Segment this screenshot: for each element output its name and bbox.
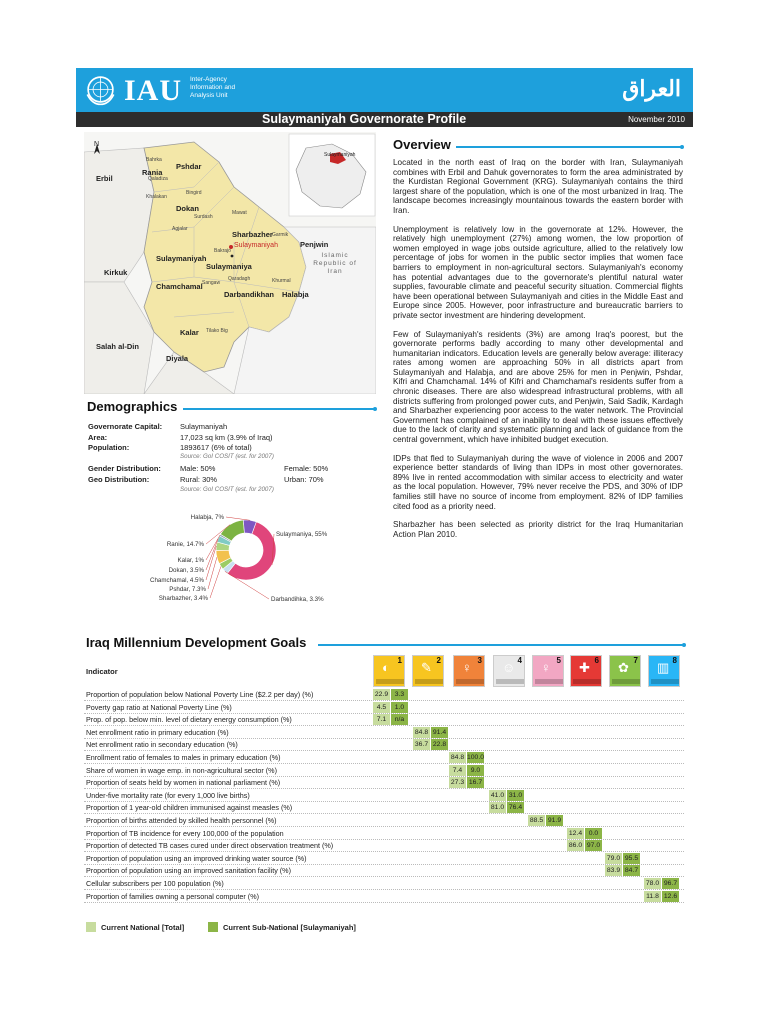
- goal-caption-bar: [612, 679, 640, 684]
- geo-urban: Urban: 70%: [284, 475, 324, 484]
- un-emblem-icon: [84, 73, 117, 106]
- map-label-sharbazher: Sharbazher: [232, 230, 273, 239]
- arabic-title: العراق: [622, 76, 681, 101]
- goal-number: 8: [672, 656, 677, 665]
- national-value: 7.4: [449, 765, 466, 776]
- mdg-indicator-row: [84, 789, 684, 802]
- mdg-heading: Iraq Millennium Development Goals: [86, 635, 307, 650]
- donut-label: Halabja, 7%: [190, 514, 224, 521]
- demographics-source-1: Source: GoI COSIT (est. for 2007): [180, 453, 274, 460]
- capital-label: Governorate Capital:: [88, 422, 163, 431]
- overview-paragraph-3: Few of Sulaymaniyah's residents (3%) are among Iraq's poorest, but the governorate performs badly according to many other developmental and humanitarian indicators. Education levels are generally below average: illiteracy rates among women are approaching 50% in all districts apart from Sulaymaniyah and Halabja, and are above 25% for men in Penjwin, Pshdar, Kifri and Chamchamal. 14% of Kifri and Chamchamal's residents suffer from a chronic diseases. There are also widespread infrastructural problems, with all districts suffering from prolonged power cuts, and Penjwin, Said Sadik, Kardagh and Sharbazher experiencing poor access to the water network. The Provincial Government has complained of an inability to deal with these issues effectively due to the lack of clarity and systematic planning and lack of guidance from the central government, which have inhibited budget execution.: [393, 329, 683, 445]
- subnational-value: 100.0: [467, 754, 485, 761]
- map-label-qaladiza: Qaladiza: [148, 176, 168, 182]
- map-label-kirkuk: Kirkuk: [104, 268, 128, 277]
- mdg-indicator-row: [84, 890, 684, 903]
- iau-logo: IAU: [124, 74, 183, 107]
- subnational-value: 91.4: [432, 728, 447, 736]
- subnational-value: 95.5: [624, 854, 639, 862]
- geo-label: Geo Distribution:: [88, 475, 150, 484]
- subnational-value: 16.7: [468, 779, 483, 787]
- map-label-khurmal: Khurmal: [272, 278, 291, 284]
- map-label-agjalar: Agjalar: [172, 226, 188, 232]
- subnational-value: 96.7: [663, 880, 678, 887]
- north-arrow-label: N: [94, 141, 100, 148]
- donut-svg: [136, 506, 376, 606]
- indicator-label: Proportion of 1 year-old children immunised against measles (%): [86, 803, 293, 813]
- indicator-label: Poverty gap ratio at National Poverty Line (%): [86, 702, 232, 712]
- goal-number: 4: [517, 656, 522, 665]
- map-label-garmik: Garmik: [272, 232, 289, 238]
- donut-label: Ranie, 14.7%: [166, 541, 204, 548]
- mdg-heading-rule: [318, 644, 684, 646]
- subnational-value: 0.0: [585, 828, 602, 839]
- demographics-heading-rule: [183, 408, 375, 410]
- map-label-bakrajo: Bakrajo: [214, 248, 231, 254]
- area-value: 17,023 sq km (3.9% of Iraq): [180, 433, 273, 442]
- donut-label: Sulaymaniya, 55%: [276, 531, 328, 538]
- national-value: 81.0: [490, 804, 505, 812]
- subnational-value: 3.3: [391, 689, 408, 700]
- indicator-label: Proportion of detected TB cases cured under direct observation treatment (%): [86, 841, 334, 851]
- overview-paragraph-1: Located in the north east of Iraq on the border with Iran, Sulaymaniyah combines with Erbil and Dahuk governorates to form the area administrated by the Kurdistan Regional Government (KRG). Sulaymaniyah contains the third largest share of the population, which is one of the most urbanized in Iraq. The landscape becomes increasingly mountainous towards the eastern border with Iran.: [393, 158, 683, 215]
- subnational-value: 91.9: [547, 817, 562, 824]
- goal-caption-bar: [496, 679, 524, 684]
- goal-number: 7: [633, 656, 638, 665]
- indicator-label: Cellular subscribers per 100 population (%): [86, 879, 224, 888]
- goal-caption-bar: [376, 679, 404, 684]
- map-label-rania: Rania: [142, 168, 163, 177]
- area-label: Area:: [88, 433, 108, 442]
- map-label-kalar: Kalar: [180, 328, 199, 337]
- mdg-indicator-row: [84, 877, 684, 890]
- donut-label: Pshdar, 7.3%: [169, 586, 206, 593]
- indicator-label: Share of women in wage emp. in non-agricultural sector (%): [86, 765, 277, 775]
- mdg-goal-3-icon: [453, 655, 485, 687]
- mdg-goal-8-icon: [648, 655, 680, 687]
- national-value: 88.5: [529, 817, 544, 824]
- mdg-indicator-row: [84, 764, 684, 777]
- mdg-indicator-row: [84, 814, 684, 827]
- goal-symbol-icon: ✿: [618, 660, 629, 675]
- national-value: 22.9: [374, 691, 389, 698]
- overview-paragraph-2: Unemployment is relatively low in the governorate at 12%. However, the relatively high unemployment (27%) among women, the low proportion of women employed in wage jobs outside agriculture, allied to the relatively low percentage of jobs for women in the public sector implies that women face barriers to employment in non-agricultural sectors. Sulaymaniyah's economy has potential advantages due to the governorate's plentiful natural water supplies, favourable climate and peaceful security situation. Commercial flights have been operational between Sulaymaniyah and cities in the Middle East and Europe since 2005. However, poor infrastructure and bureaucratic barriers to private sector investment are hindering development.: [393, 224, 683, 320]
- legend-subnational: Current Sub-National [Sulaymaniyah]: [223, 923, 356, 932]
- map-label-salah-al-din: Salah al-Din: [96, 342, 139, 351]
- mdg-goal-2-icon: [412, 655, 444, 687]
- subnational-value: n/a: [391, 714, 408, 725]
- goal-symbol-icon: ▥: [657, 660, 670, 675]
- map-label-mawat: Mawat: [232, 210, 247, 216]
- subnational-value: 12.6: [663, 892, 678, 900]
- donut-label: Kalar, 1%: [177, 557, 204, 564]
- goal-number: 6: [594, 656, 599, 665]
- indicator-label: Proportion of births attended by skilled health personnel (%): [86, 816, 277, 825]
- map-label-bahrka: Bahrka: [146, 157, 162, 163]
- map-label-sangaw: Sangaw: [202, 280, 221, 286]
- indicator-label: Proportion of population using an improved sanitation facility (%): [86, 866, 291, 876]
- mdg-indicator-row: [84, 852, 684, 865]
- national-value: 84.8: [450, 754, 465, 761]
- map-label-halabja: Halabja: [282, 290, 309, 299]
- mdg-indicator-row: [84, 726, 684, 739]
- donut-label: Darbandihka, 3.3%: [271, 596, 324, 603]
- mdg-goal-4-icon: [493, 655, 525, 687]
- goal-symbol-icon: ☺: [502, 660, 516, 675]
- map-label-penjwin: Penjwin: [300, 240, 329, 249]
- goal-caption-bar: [651, 679, 679, 684]
- national-value: 79.0: [606, 854, 621, 862]
- national-value: 41.0: [490, 791, 505, 799]
- title-bar: [76, 112, 693, 127]
- header-bar: [76, 68, 693, 112]
- publication-date: November 2010: [628, 115, 685, 124]
- mdg-indicator-row: [84, 751, 684, 764]
- indicator-label: Enrollment ratio of females to males in primary education (%): [86, 753, 281, 762]
- goal-number: 3: [477, 656, 482, 665]
- donut-leader-line: [210, 566, 221, 598]
- overview-text: [393, 158, 683, 548]
- overview-paragraph-5: Sharbazher has been selected as priority district for the Iraq Humanitarian Action Plan 2010.: [393, 520, 683, 539]
- subnational-value: 84.7: [624, 867, 639, 875]
- mdg-indicator-row: [84, 776, 684, 789]
- mdg-goal-6-icon: [570, 655, 602, 687]
- subnational-value: 97.0: [586, 842, 601, 850]
- map-label-pshdar: Pshdar: [176, 162, 202, 171]
- goal-number: 1: [397, 656, 402, 665]
- legend-national: Current National [Total]: [101, 923, 185, 932]
- gender-label: Gender Distribution:: [88, 464, 161, 473]
- map-label-sulaymaniyah-city: Sulaymaniyah: [234, 242, 278, 249]
- indicator-label: Proportion of TB incidence for every 100,000 of the population: [86, 828, 284, 838]
- inset-map-label: Sulaymaniyah: [324, 152, 356, 158]
- demographics-source-2: Source: GoI COSIT (est. for 2007): [180, 486, 274, 493]
- subnational-value: 9.0: [467, 765, 484, 776]
- map-label-khalakan: Khalakan: [146, 194, 167, 200]
- donut-label: Chamchamal, 4.5%: [150, 577, 204, 584]
- geo-rural: Rural: 30%: [180, 475, 218, 484]
- subnational-value: 31.0: [508, 791, 523, 799]
- mdg-indicator-row: [84, 864, 684, 877]
- goal-symbol-icon: ✚: [579, 660, 590, 675]
- map-label-chamchamal: Chamchamal: [156, 282, 203, 291]
- goal-caption-bar: [535, 679, 563, 684]
- map-label-tilako-big: Tilako Big: [206, 328, 228, 334]
- indicator-label: Proportion of families owning a personal computer (%): [86, 891, 259, 901]
- gender-male: Male: 50%: [180, 464, 216, 473]
- goal-symbol-icon: ✎: [421, 660, 432, 675]
- map-label-sulaymaniyah-gov: Sulaymaniyah: [156, 254, 207, 263]
- map-label-iran: Islamic Republic of Iran: [313, 252, 357, 275]
- population-label: Population:: [88, 443, 130, 452]
- map-label-diyala: Diyala: [166, 354, 189, 363]
- demographics-heading: Demographics: [87, 399, 178, 414]
- national-value: 84.8: [414, 728, 429, 736]
- donut-label: Dokan, 3.5%: [168, 567, 204, 574]
- capital-value: Sulaymaniyah: [180, 422, 228, 431]
- mdg-goal-1-icon: [373, 655, 405, 687]
- overview-paragraph-4: IDPs that fled to Sulaymaniyah during the wave of violence in 2006 and 2007 experience better standards of living than IDPs in most other governorates. 89% live in rented accommodation with similar access to electricity and water as the local population. However, 79% never receive the PDS, and 30% of IDP families still have no source of income from employment. 82% of IDP families cited food as a priority need.: [393, 453, 683, 511]
- indicator-label: Prop. of pop. below min. level of dietary energy consumption (%): [86, 715, 292, 725]
- national-value: 78.0: [645, 880, 660, 887]
- map-label-dokan: Dokan: [176, 204, 199, 213]
- national-value: 11.8: [644, 891, 661, 902]
- national-value: 36.7: [414, 741, 429, 749]
- mdg-indicator-row: [84, 688, 684, 701]
- goal-symbol-icon: ♀: [541, 660, 551, 675]
- population-donut-chart: [136, 506, 376, 606]
- legend-swatch-national: [86, 922, 96, 932]
- overview-heading-rule: [456, 146, 682, 148]
- goal-symbol-icon: ♀: [462, 660, 472, 675]
- indicator-label: Proportion of population using an improved drinking water source (%): [86, 853, 307, 863]
- mdg-indicator-row: [84, 801, 684, 814]
- governorate-map: [84, 132, 376, 394]
- map-label-bingird: Bingird: [186, 190, 202, 196]
- donut-label: Sharbazher, 3.4%: [158, 595, 208, 602]
- national-value: 86.0: [568, 842, 583, 850]
- mdg-indicator-row: [84, 827, 684, 840]
- national-value: 12.4: [568, 829, 583, 837]
- indicator-label: Under-five mortality rate (for every 1,000 live births): [86, 790, 250, 800]
- goal-caption-bar: [573, 679, 601, 684]
- page-title: Sulaymaniyah Governorate Profile: [262, 112, 467, 126]
- map-label-qaradagh: Qaradagh: [228, 276, 251, 282]
- subnational-value: 22.8: [432, 741, 447, 749]
- goal-number: 5: [556, 656, 561, 665]
- map-label-erbil: Erbil: [96, 174, 113, 183]
- mdg-indicator-row: [84, 839, 684, 852]
- indicator-column-header: Indicator: [86, 667, 118, 676]
- goal-symbol-icon: ◐: [382, 660, 390, 675]
- map-label-sulaymaniya-district: Sulaymaniya: [206, 262, 252, 271]
- goal-caption-bar: [415, 679, 443, 684]
- subnational-value: 1.0: [391, 702, 408, 713]
- legend-swatch-subnational: [208, 922, 218, 932]
- iau-subtitle: Inter-Agency Information and Analysis Unit: [190, 76, 236, 99]
- national-value: 27.3: [450, 779, 465, 787]
- indicator-label: Net enrollment ratio in primary education (%): [86, 727, 229, 737]
- map-label-surdash: Surdash: [194, 214, 213, 220]
- goal-number: 2: [436, 656, 441, 665]
- mdg-goal-7-icon: [609, 655, 641, 687]
- indicator-label: Proportion of population below National Poverty Line ($2.2 per day) (%): [86, 690, 314, 699]
- indicator-label: Proportion of seats held by women in national parliament (%): [86, 778, 281, 788]
- mdg-indicator-row: [84, 713, 684, 726]
- donut-leader-line: [226, 517, 250, 520]
- subnational-value: 76.4: [508, 804, 523, 812]
- mdg-goal-5-icon: [532, 655, 564, 687]
- national-value: 4.5: [373, 702, 390, 713]
- national-value: 83.9: [606, 867, 621, 875]
- overview-heading: Overview: [393, 137, 451, 152]
- indicator-label: Net enrollment ratio in secondary education (%): [86, 740, 238, 750]
- population-value: 1893617 (6% of total): [180, 443, 252, 452]
- mdg-indicator-row: [84, 701, 684, 714]
- goal-caption-bar: [456, 679, 484, 684]
- map-label-darbandikhan: Darbandikhan: [224, 290, 275, 299]
- gender-female: Female: 50%: [284, 464, 329, 473]
- national-value: 7.1: [373, 714, 390, 725]
- mdg-indicator-row: [84, 738, 684, 751]
